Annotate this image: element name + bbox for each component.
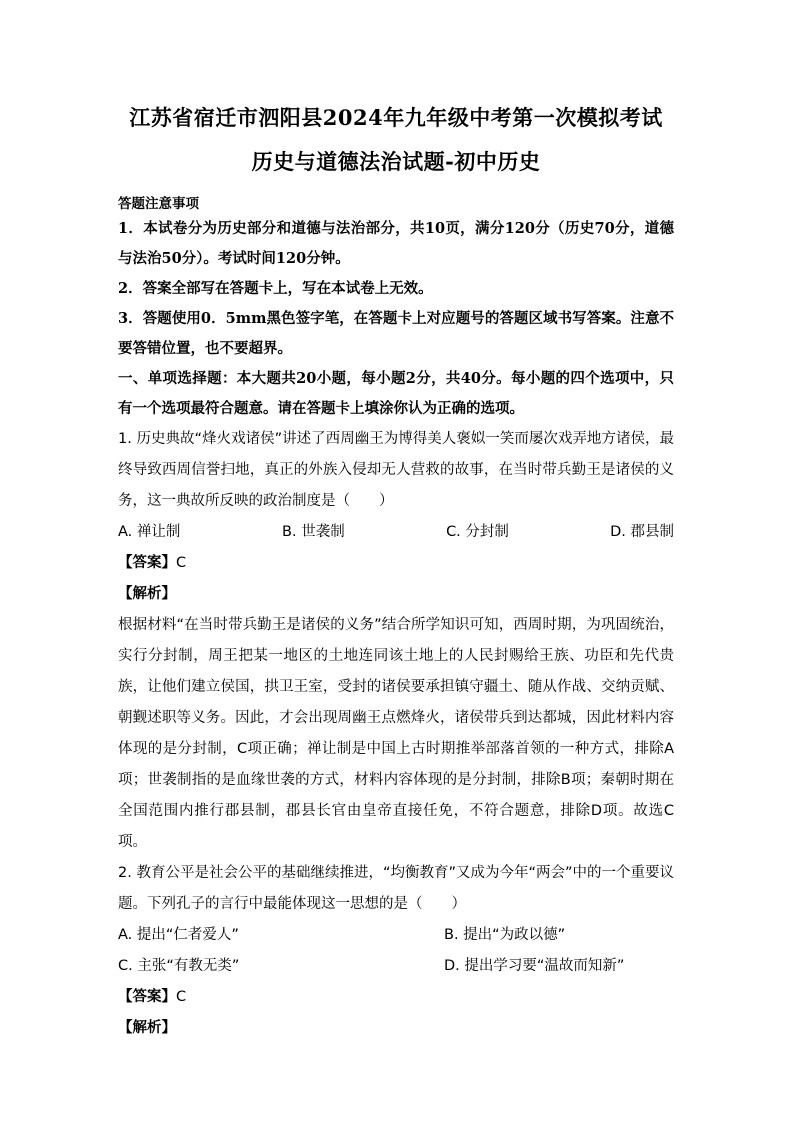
analysis-tag: 【解析】 <box>118 1020 176 1036</box>
option-b: B. 世袭制 <box>282 524 345 540</box>
section-heading: 一、单项选择题：本大题共20小题，每小题2分，共40分。每小题的四个选项中，只有一个选项最符合题意。请在答题卡上填涂你认为正确的选项。 <box>118 370 674 417</box>
option-a: A. 禅让制 <box>118 524 181 540</box>
option-c: C. 分封制 <box>446 524 509 540</box>
answer-value: C <box>176 989 187 1005</box>
document-subtitle: 历史与道德法治试题-初中历史 <box>251 149 541 174</box>
notice-item: 2．答案全部写在答题卡上，写在本试卷上无效。 <box>118 280 433 297</box>
notice-item: 3．答题使用0．5mm黑色签字笔，在答题卡上对应题号的答题区域书写答案。注意不要答错位置，也不要超界。 <box>118 310 674 357</box>
answer-line <box>118 982 674 1013</box>
question-stem: 1. 历史典故“烽火戏诸侯”讲述了西周幽王为博得美人褒姒一笑而屡次戏弄地方诸侯，最终导致西周信誉扫地，真正的外族入侵却无人营救的故事，在当时带兵勤王是诸侯的义务，这一典故所反映的政治制度是（ ） <box>118 431 674 509</box>
answer-tag: 【答案】 <box>118 989 176 1005</box>
notice-heading: 答题注意事项 <box>118 196 199 212</box>
document-title: 江苏省宿迁市泗阳县2024年九年级中考第一次模拟考试 <box>129 105 663 130</box>
notice-item: 1．本试卷分为历史部分和道德与法治部分，共10页，满分120分（历史70分，道德与法治50分）。考试时间120分钟。 <box>118 220 674 267</box>
question-options <box>118 951 674 982</box>
analysis-text: 根据材料“在当时带兵勤王是诸侯的义务”结合所学知识可知，西周时期，为巩固统治，实行分封制，周王把某一地区的土地连同该土地上的人民封赐给王族、功臣和先代贵族，让他们建立侯国，拱卫王室，受封的诸侯要承担镇守疆土、随从作战、交纳贡赋、朝觐述职等义务。因此，才会出现周幽王点燃烽火，诸侯带兵到达都城，因此材料内容体现的是分封制，C项正确；禅让制是中国上古时期推举部落首领的一种方式，排除A项；世袭制指的是血缘世袭的方式，材料内容体现的是分封制，排除B项；秦朝时期在全国范围内推行郡县制，郡县长官由皇帝直接任免，不符合题意，排除D项。故选C项。 <box>118 617 674 850</box>
option-d: D. 郡县制 <box>610 524 674 540</box>
analysis-line <box>118 579 674 610</box>
analysis-line <box>118 1013 674 1044</box>
answer-tag: 【答案】 <box>118 555 176 571</box>
question-stem: 2. 教育公平是社会公平的基础继续推进，“均衡教育”又成为今年“两会”中的一个重要议题。下列孔子的言行中最能体现这一思想的是（ ） <box>118 865 674 912</box>
option-c: C. 主张“有教无类” <box>118 958 240 974</box>
option-a: A. 提出“仁者爱人” <box>118 927 239 943</box>
analysis-tag: 【解析】 <box>118 586 176 602</box>
answer-value: C <box>176 555 187 571</box>
option-d: D. 提出学习要“温故而知新” <box>444 958 625 974</box>
answer-line <box>118 548 674 579</box>
question-options <box>118 517 674 548</box>
option-b: B. 提出“为政以德” <box>444 927 566 943</box>
question-options <box>118 920 674 951</box>
